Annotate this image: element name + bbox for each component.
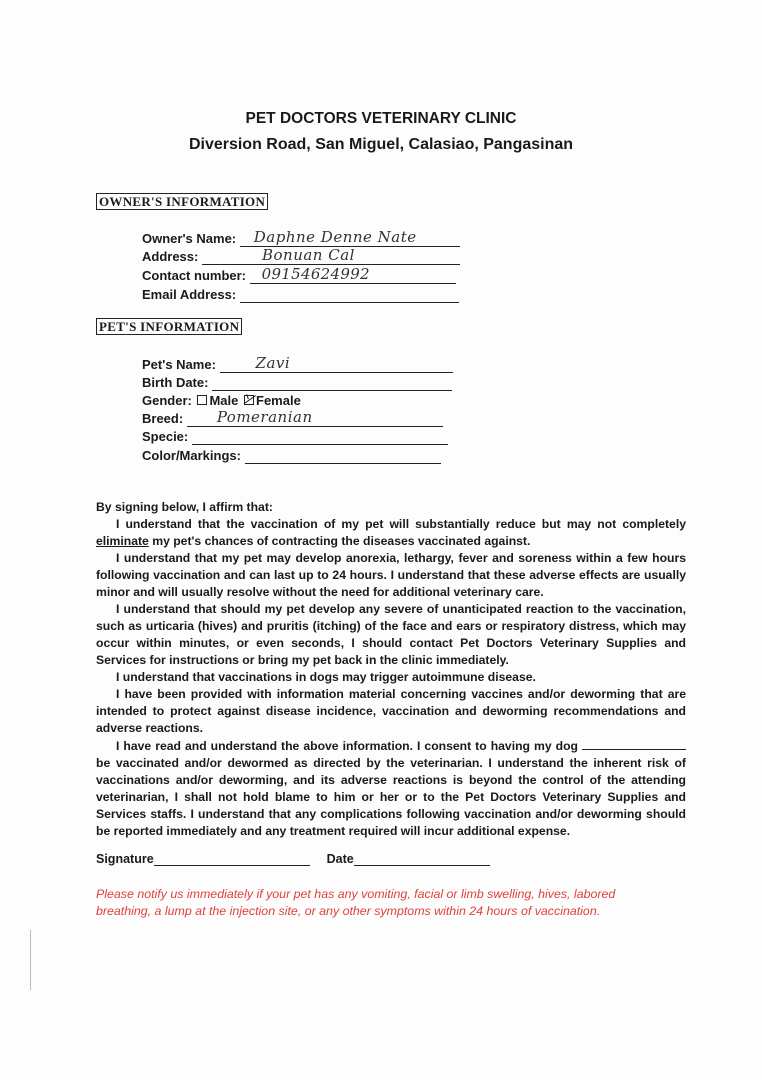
pet-name-value: Zavi [255, 354, 291, 372]
pet-name-label: Pet's Name: [142, 357, 216, 372]
consent-paragraph-5: I have been provided with information material concerning vaccines and/or deworming that are intended to protect against disease incidence, vaccination and deworming recommendations and adverse reactions. [96, 687, 686, 735]
consent-p1-b: my pet's chances of contracting the diseases vaccinated against. [148, 534, 531, 548]
dog-name-blank[interactable] [582, 737, 686, 750]
color-row [142, 448, 441, 464]
owner-name-row [142, 228, 460, 247]
owner-address-value: Bonuan Cal [261, 246, 355, 264]
birth-date-field[interactable] [212, 376, 452, 391]
pet-name-field[interactable] [220, 354, 453, 373]
female-label: Female [256, 393, 301, 408]
specie-row [142, 429, 448, 445]
consent-intro: By signing below, I affirm that: [96, 500, 273, 514]
color-label: Color/Markings: [142, 448, 241, 463]
consent-p1-underlined: eliminate [96, 534, 149, 548]
consent-paragraph-6 [96, 737, 686, 840]
owner-email-label: Email Address: [142, 287, 237, 302]
consent-paragraph-4: I understand that vaccinations in dogs may trigger autoimmune disease. [116, 670, 536, 684]
specie-label: Specie: [142, 429, 189, 444]
date-field[interactable] [354, 853, 490, 866]
male-checkbox[interactable] [197, 395, 207, 405]
clinic-address: Diversion Road, San Miguel, Calasiao, Pangasinan [188, 136, 574, 153]
owner-contact-value: 09154624992 [261, 265, 370, 283]
consent-p6-b: be vaccinated and/or dewormed as directed by the veterinarian. I understand the inherent risk of vaccinations and/or deworming, and its adverse reactions is beyond the control of the attending veterinarian, I shall not hold blame to him or her or to the Pet Doctors Veterinary Supplies and Services staffs. I understand that any complications following vaccination and/or deworming should be reported immediately and any treatment required will incur additional expense. [96, 756, 686, 838]
owner-contact-label: Contact number: [142, 268, 246, 283]
female-checkbox[interactable] [244, 395, 254, 405]
consent-paragraph-3: I understand that should my pet develop any severe of unanticipated reaction to the vaccination, such as urticaria (hives) and pruritis (itching) of the face and ears or respiratory distress, which may occur within minutes, or even seconds, I should contact Pet Doctors Veterinary Supplies and Services for instructions or bring my pet back in the clinic immediately. [96, 602, 686, 667]
owner-email-row [142, 287, 459, 303]
consent-text [96, 499, 686, 840]
gender-label: Gender: [142, 393, 192, 408]
breed-value: Pomeranian [216, 408, 313, 426]
owner-contact-row [142, 265, 456, 284]
birth-date-row [142, 375, 452, 391]
gender-row [142, 393, 301, 409]
owner-address-row [142, 246, 460, 265]
owner-address-field[interactable] [202, 246, 460, 265]
clinic-name: PET DOCTORS VETERINARY CLINIC [245, 110, 517, 127]
owner-section-title: OWNER'S INFORMATION [96, 193, 268, 210]
breed-row [142, 408, 443, 427]
signature-label: Signature [96, 852, 154, 866]
pet-name-row [142, 354, 453, 373]
scan-edge-mark [30, 930, 33, 990]
signature-field[interactable] [154, 853, 310, 866]
specie-field[interactable] [192, 430, 448, 445]
birth-date-label: Birth Date: [142, 375, 209, 390]
pet-section-title: PET'S INFORMATION [96, 318, 242, 335]
breed-field[interactable] [187, 408, 443, 427]
owner-address-label: Address: [142, 249, 199, 264]
date-label: Date [326, 852, 354, 866]
breed-label: Breed: [142, 411, 184, 426]
consent-p6-a: I have read and understand the above information. I consent to having my dog [116, 739, 582, 753]
signature-row [96, 852, 490, 866]
owner-contact-field[interactable] [250, 265, 456, 284]
vaccination-notice: Please notify us immediately if your pet has any vomiting, facial or limb swelling, hives, labored breathing, a lump at the injection site, or any other symptoms within 24 hours of vaccination. [96, 887, 616, 918]
color-field[interactable] [245, 449, 441, 464]
owner-name-value: Daphne Denne Nate [253, 228, 417, 246]
owner-name-field[interactable] [240, 228, 460, 247]
owner-name-label: Owner's Name: [142, 231, 237, 246]
consent-paragraph-1 [96, 516, 686, 550]
consent-p1-a: I understand that the vaccination of my pet will substantially reduce but may not completely [116, 517, 686, 531]
consent-paragraph-2: I understand that my pet may develop anorexia, lethargy, fever and soreness within a few hours following vaccination and can last up to 24 hours. I understand that these adverse effects are usually minor and will usually resolve without the need for additional veterinary care. [96, 551, 686, 599]
male-label: Male [209, 393, 239, 408]
owner-email-field[interactable] [240, 288, 459, 303]
